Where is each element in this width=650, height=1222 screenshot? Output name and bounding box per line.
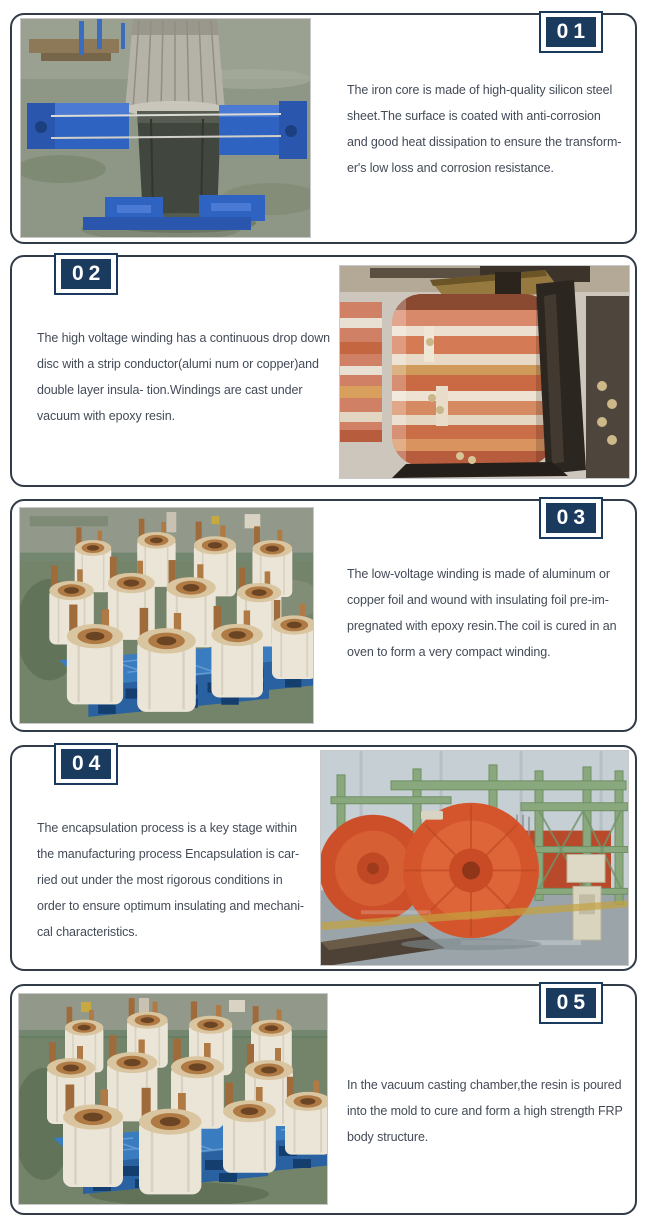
hv-winding-illustration <box>340 266 629 478</box>
description-line: sheet.The surface is coated with anti-corrosion <box>347 109 601 123</box>
vacuum-casting-coils-photo <box>18 993 328 1205</box>
description-line: The iron core is made of high-quality silicon steel <box>347 83 613 97</box>
description-line: oven to form a very compact winding. <box>347 645 551 659</box>
step-number: 01 <box>546 17 596 47</box>
step-number: 02 <box>61 259 111 289</box>
step-number-badge <box>539 11 603 53</box>
step-number-badge <box>539 497 603 539</box>
description-line: vacuum with epoxy resin. <box>37 409 175 423</box>
step-description <box>37 325 330 429</box>
description-line: double layer insula- tion.Windings are cast under <box>37 383 303 397</box>
low-voltage-winding-coils-photo <box>19 507 314 724</box>
process-step-card-2 <box>10 255 637 487</box>
description-line: order to ensure optimum insulating and mechani- <box>37 899 304 913</box>
lv-coils-illustration <box>20 508 313 723</box>
encapsulation-vacuum-tanks-photo <box>320 750 629 966</box>
description-line: the manufacturing process Encapsulation is car- <box>37 847 300 861</box>
description-line: The encapsulation process is a key stage within <box>37 821 298 835</box>
step-description <box>347 77 621 181</box>
casting-coils-illustration <box>19 994 327 1204</box>
process-step-card-4 <box>10 745 637 971</box>
description-line: er's low loss and corrosion resistance. <box>347 161 554 175</box>
process-step-card-3 <box>10 499 637 732</box>
step-description <box>347 1072 623 1150</box>
step-number-badge <box>54 743 118 785</box>
encapsulation-illustration <box>321 751 628 965</box>
step-number: 05 <box>546 988 596 1018</box>
step-number-badge <box>539 982 603 1024</box>
description-line: The low-voltage winding is made of aluminum or <box>347 567 610 581</box>
step-number: 03 <box>546 503 596 533</box>
description-line: In the vacuum casting chamber,the resin is poured <box>347 1078 622 1092</box>
step-number: 04 <box>61 749 111 779</box>
description-line: pregnated with epoxy resin.The coil is cured in an <box>347 619 617 633</box>
description-line: cal characteristics. <box>37 925 138 939</box>
process-step-card-5 <box>10 984 637 1215</box>
description-line: ried out under the most rigorous conditions in <box>37 873 283 887</box>
step-number-badge <box>54 253 118 295</box>
description-line: into the mold to cure and form a high strength FRP <box>347 1104 623 1118</box>
step-description <box>347 561 616 665</box>
process-step-card-1 <box>10 13 637 244</box>
description-line: The high voltage winding has a continuous drop down <box>37 331 331 345</box>
high-voltage-winding-photo <box>339 265 630 479</box>
description-line: disc with a strip conductor(alumi num or copper)and <box>37 357 319 371</box>
step-description <box>37 815 304 945</box>
description-line: copper foil and wound with insulating foil pre-im- <box>347 593 609 607</box>
iron-core-illustration <box>21 19 310 237</box>
description-line: body structure. <box>347 1130 429 1144</box>
iron-core-clamping-photo <box>20 18 311 238</box>
description-line: and good heat dissipation to ensure the transform- <box>347 135 622 149</box>
